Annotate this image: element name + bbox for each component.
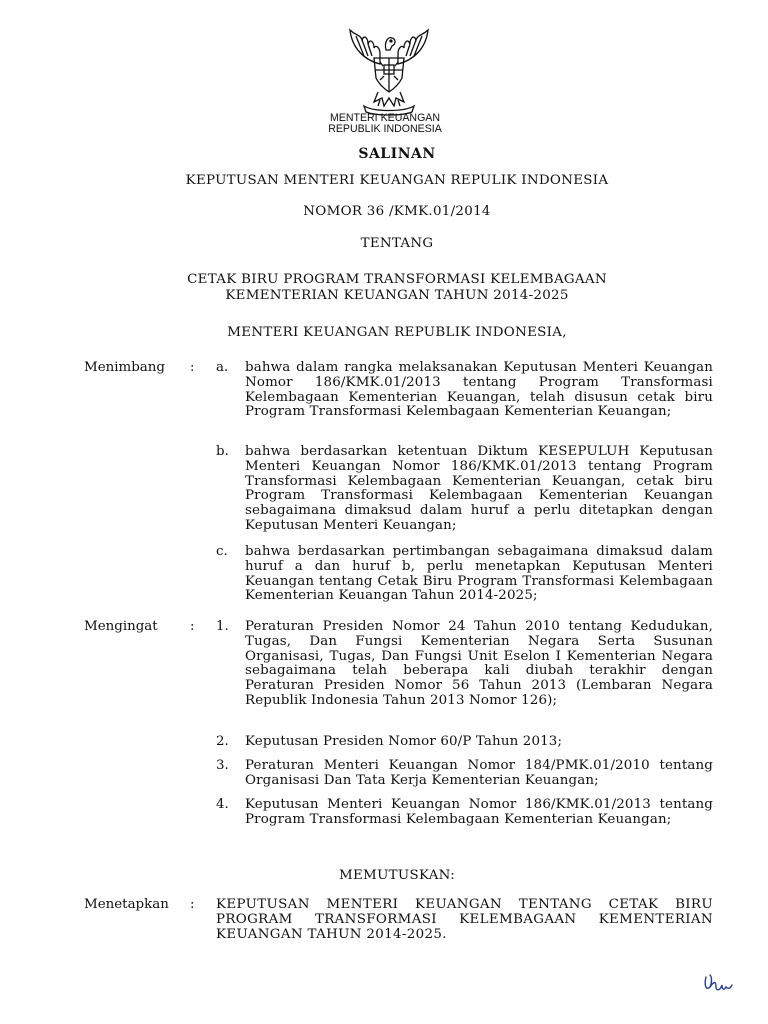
mengingat-colon: :	[190, 619, 195, 634]
subject-line-1: CETAK BIRU PROGRAM TRANSFORMASI KELEMBAGAAN	[187, 272, 607, 287]
menimbang-label: Menimbang	[84, 360, 165, 375]
mengingat-item-1: Peraturan Presiden Nomor 24 Tahun 2010 tentang Kedudukan, Tugas, Dan Fungsi Kementerian Negara Serta Susunan Organisasi, Tugas, Dan Fungsi Unit Eselon I Kementerian Negara sebagaimana telah beberapa kali diubah terakhir dengan Peraturan Presiden Nomor 56 Tahun 2013 (Lembaran Negara Republik Indonesia Tahun 2013 Nomor 126);	[245, 619, 713, 708]
menimbang-item-a: bahwa dalam rangka melaksanakan Keputusan Menteri Keuangan Nomor 186/KMK.01/2013 tentang Program Transformasi Kelembagaan Kementerian Keuangan, telah disusun cetak biru Program Transformasi Kelembagaan Kementerian Keuangan;	[245, 360, 713, 420]
mengingat-item-2: Keputusan Presiden Nomor 60/P Tahun 2013;	[245, 734, 563, 749]
subject-line-2: KEMENTERIAN KEUANGAN TAHUN 2014-2025	[225, 288, 569, 303]
mengingat-label: Mengingat	[84, 619, 158, 634]
issuer-line-1: MENTERI KEUANGAN	[329, 112, 441, 124]
tentang-label: TENTANG	[360, 236, 434, 251]
menimbang-mark-a: a.	[216, 360, 229, 375]
handwritten-initial-icon	[700, 967, 740, 997]
mengingat-item-4: Keputusan Menteri Keuangan Nomor 186/KMK.01/2013 tentang Program Transformasi Kelembagaan Kementerian Keuangan;	[245, 797, 713, 827]
menetapkan-text: KEPUTUSAN MENTERI KEUANGAN TENTANG CETAK BIRU PROGRAM TRANSFORMASI KELEMBAGAAN KEMENTERIAN KEUANGAN TAHUN 2014-2025.	[216, 897, 713, 942]
mengingat-mark-4: 4.	[216, 797, 229, 812]
mengingat-mark-2: 2.	[216, 734, 229, 749]
salinan-label: SALINAN	[358, 146, 436, 162]
menimbang-item-b: bahwa berdasarkan ketentuan Diktum KESEPULUH Keputusan Menteri Keuangan Nomor 186/KMK.01/2013 tentang Program Transformasi Kelembagaan Kementerian Keuangan, cetak biru Program Transformasi Kelembagaan Kementerian Keuangan sebagaimana dimaksud dalam huruf a perlu ditetapkan dengan Keputusan Menteri Keuangan;	[245, 444, 713, 533]
menetapkan-colon: :	[190, 897, 195, 912]
mengingat-mark-1: 1.	[216, 619, 229, 634]
menimbang-colon: :	[190, 360, 195, 375]
decree-number: NOMOR 36 /KMK.01/2014	[303, 204, 491, 219]
menimbang-mark-c: c.	[216, 544, 228, 559]
mengingat-mark-3: 3.	[216, 758, 229, 773]
decree-title: KEPUTUSAN MENTERI KEUANGAN REPULIK INDONESIA	[185, 173, 609, 188]
menetapkan-label: Menetapkan	[84, 897, 169, 912]
issuer-line-2: REPUBLIK INDONESIA	[328, 123, 442, 135]
minister-line: MENTERI KEUANGAN REPUBLIK INDONESIA,	[227, 325, 567, 340]
garuda-emblem-icon	[334, 20, 444, 116]
menimbang-mark-b: b.	[216, 444, 229, 459]
memutuskan-heading: MEMUTUSKAN:	[338, 868, 456, 883]
menimbang-item-c: bahwa berdasarkan pertimbangan sebagaimana dimaksud dalam huruf a dan huruf b, perlu menetapkan Keputusan Menteri Keuangan tentang Cetak Biru Program Transformasi Kelembagaan Kementerian Keuangan Tahun 2014-2025;	[245, 544, 713, 604]
mengingat-item-3: Peraturan Menteri Keuangan Nomor 184/PMK.01/2010 tentang Organisasi Dan Tata Kerja Kementerian Keuangan;	[245, 758, 713, 788]
